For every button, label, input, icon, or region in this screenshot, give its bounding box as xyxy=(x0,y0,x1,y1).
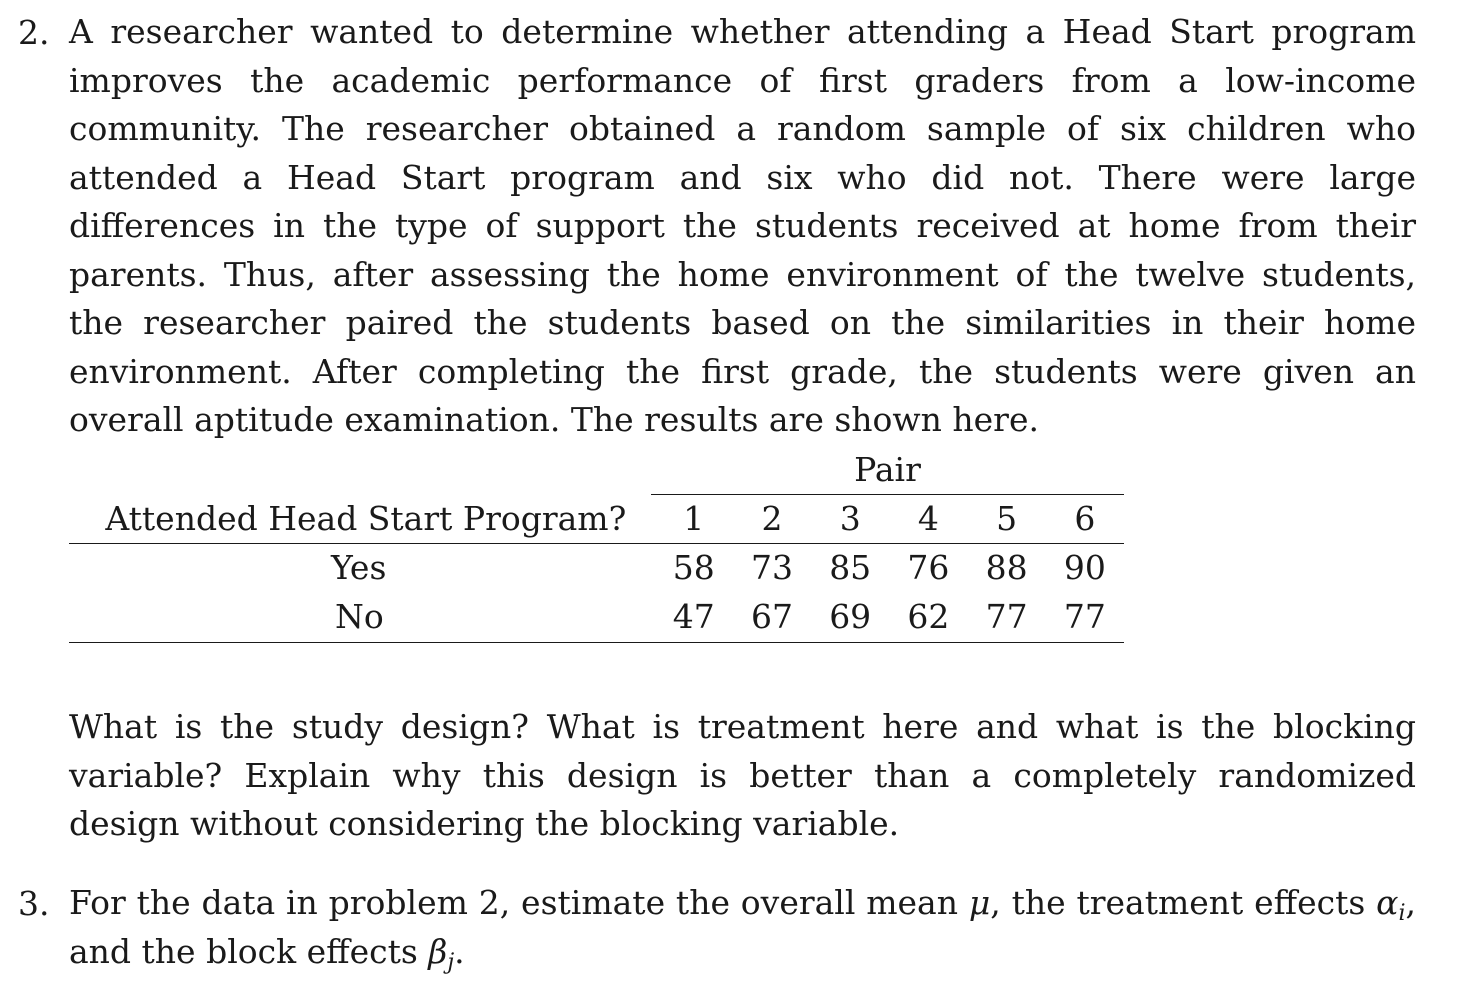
problem-2-question: What is the study design? What is treatment here and what is the blocking variable? Explain why this design is better than a completely randomized design without considering the blocking variable. xyxy=(69,707,1416,843)
pair-2-header: 2 xyxy=(733,495,811,544)
table-cell: 67 xyxy=(733,592,811,643)
problem-2-intro: A researcher wanted to determine whether attending a Head Start program improves the academic performance of first graders from a low-income community. The researcher obtained a random sample of six children who attended a Head Start program and six who did not. There were large differences in the type of support the students received at home from their parents. Thus, after assessing the home environment of the twelve students, the researcher paired the students based on the similarities in their home environment. After completing the first grade, the students were given an overall aptitude examination. The results are shown here. xyxy=(69,12,1416,439)
alpha-symbol: α xyxy=(1376,883,1399,922)
table-cell: 85 xyxy=(829,548,872,587)
table-header-row xyxy=(69,495,1124,544)
table-cell: 73 xyxy=(750,548,793,587)
table-cell: 90 xyxy=(1063,548,1106,587)
row-label-no: No xyxy=(69,592,655,643)
row-label-yes: Yes xyxy=(331,548,387,587)
problem-3-text-a: For the data in problem 2, estimate the overall mean xyxy=(69,883,969,922)
pair-6-header: 6 xyxy=(1046,495,1124,544)
beta-symbol: β xyxy=(428,931,448,971)
mu-symbol: μ xyxy=(968,883,991,922)
pair-1-header: 1 xyxy=(655,495,733,544)
pair-4-header: 4 xyxy=(889,495,967,544)
table-cell: 62 xyxy=(889,592,967,643)
table-cell: 69 xyxy=(811,592,889,643)
table-row xyxy=(69,544,1124,593)
table-cell: 58 xyxy=(672,548,715,587)
problem-3-text-c: , and the block effects xyxy=(69,883,1417,971)
problem-3-text-b: , the treatment effects xyxy=(990,883,1377,922)
problem-3-number: 3. xyxy=(18,884,50,923)
beta-subscript: j xyxy=(447,949,455,975)
alpha-subscript: i xyxy=(1398,901,1406,926)
row-header: Attended Head Start Program? xyxy=(69,495,655,544)
table-cell: 88 xyxy=(985,548,1028,587)
scores-data-table xyxy=(69,495,1124,643)
table-row xyxy=(69,592,1124,643)
table-cell: 77 xyxy=(968,592,1046,643)
table-cell: 77 xyxy=(1046,592,1124,643)
problem-3-text-d: . xyxy=(454,931,465,971)
pair-group-header: Pair xyxy=(651,446,1124,495)
pair-3-header: 3 xyxy=(811,495,889,544)
problem-3-text xyxy=(69,879,1416,976)
table-cell: 76 xyxy=(907,548,950,587)
problem-2-number: 2. xyxy=(18,13,50,52)
pair-5-header: 5 xyxy=(968,495,1046,544)
table-cell: 47 xyxy=(655,592,733,643)
